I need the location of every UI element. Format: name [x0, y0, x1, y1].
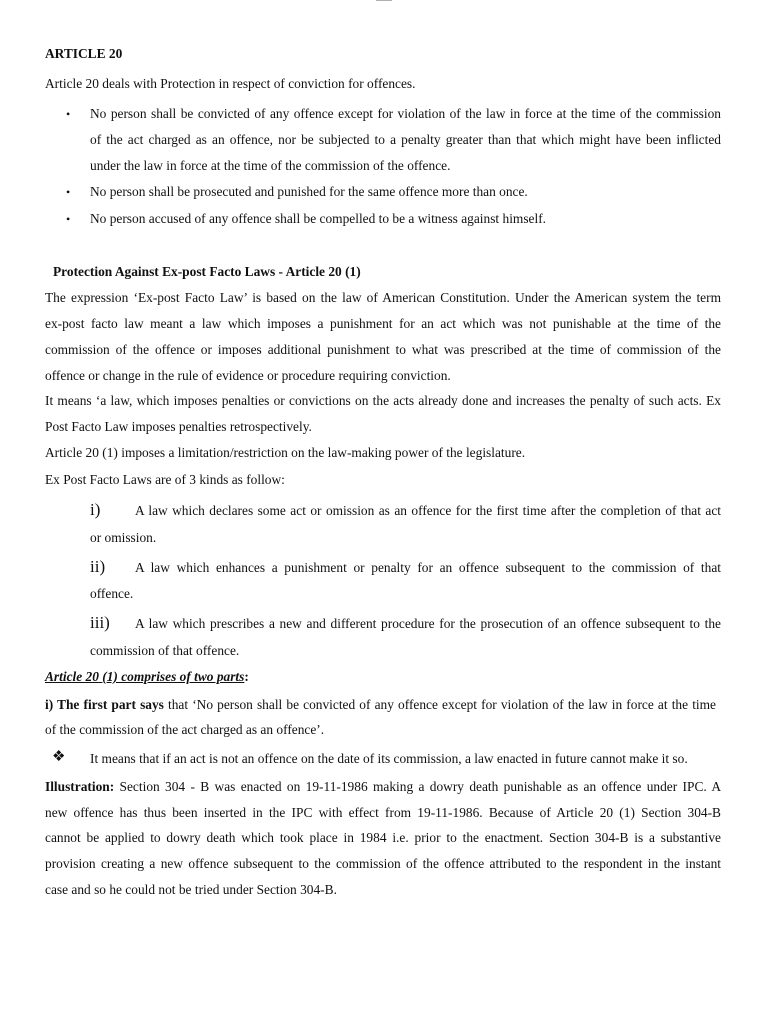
kind-2-line-1: A law which enhances a punishment or penalty for an offence subsequent to the commission of that: [135, 560, 721, 575]
para1-line-3: commission of the offence or imposes additional punishment to what was prescribed at the time of commission of the: [45, 342, 721, 357]
parts-heading-line: [45, 669, 249, 685]
para1-line-2: ex-post facto law meant a law which imposes a punishment for an act which was not punishable at the time of the: [45, 316, 721, 331]
first-part-line-1: [45, 697, 716, 713]
para2-line-2: Post Facto Law imposes penalties retrospectively.: [45, 419, 312, 434]
bullet-2: No person shall be prosecuted and punished for the same offence more than once.: [90, 184, 528, 199]
bullet-marker: •: [66, 107, 71, 121]
kind-numeral: ii): [90, 557, 106, 576]
kind-numeral: i): [90, 500, 101, 519]
para3: Article 20 (1) imposes a limitation/restriction on the law-making power of the legislature.: [45, 445, 526, 460]
illustration-line-1: [45, 779, 721, 795]
illustration-line-5: case and so he could not be tried under Section 304-B.: [45, 882, 337, 897]
diamond-bullet-icon: ❖: [52, 749, 66, 765]
intro-text: Article 20 deals with Protection in respect of conviction for offences.: [45, 76, 416, 91]
kind-1-line-1: A law which declares some act or omission as an offence for the first time after the completion of that act: [135, 503, 721, 518]
first-part-line-2: of the commission of the act charged as an offence’.: [45, 722, 325, 737]
parts-heading: Article 20 (1) comprises of two parts: [45, 669, 245, 684]
kind-3-line-1: A law which prescribes a new and different procedure for the prosecution of an offence subsequent to the: [135, 616, 721, 631]
bullet-marker: •: [66, 212, 71, 226]
section-heading: Protection Against Ex-post Facto Laws - Article 20 (1): [53, 264, 361, 279]
means-text: It means that if an act is not an offence on the date of its commission, a law enacted in future cannot make it so.: [90, 751, 688, 766]
para2-line-1: It means ‘a law, which imposes penalties or convictions on the acts already done and increases the penalty of such acts. Ex: [45, 393, 721, 408]
para4: Ex Post Facto Laws are of 3 kinds as follow:: [45, 472, 285, 487]
parts-heading-colon: :: [244, 669, 249, 684]
first-part-label: i) The first part says: [45, 697, 164, 712]
illustration-label: Illustration:: [45, 779, 115, 794]
kind-3-line-2: commission of that offence.: [90, 643, 240, 658]
kind-2-line-2: offence.: [90, 586, 134, 601]
bullet-1-line-3: under the law in force at the time of the commission of the offence.: [90, 158, 451, 173]
first-part-text: that ‘No person shall be convicted of any offence except for violation of the law in force at the time: [163, 697, 716, 712]
illustration-text: Section 304 - B was enacted on 19-11-1986 making a dowry death punishable as an offence under IPC. A: [114, 779, 721, 794]
illustration-line-2: new offence has thus been inserted in the IPC with effect from 19-11-1986. Because of Article 20 (1) Section 304-B: [45, 805, 721, 820]
bullet-3: No person accused of any offence shall be compelled to be a witness against himself.: [90, 211, 547, 226]
para1-line-4: offence or change in the rule of evidence or procedure requiring conviction.: [45, 368, 451, 383]
illustration-line-4: provision creating a new offence subsequent to the commission of the offence attributed to the respondent in the instant: [45, 856, 721, 871]
illustration-line-3: cannot be applied to dowry death which took place in 1984 i.e. prior to the enactment. Section 304-B is a substantive: [45, 830, 721, 845]
bullet-1-line-2: of the act charged as an offence, nor be subjected to a penalty greater than that which might have been inflicted: [90, 132, 721, 147]
article-heading: ARTICLE 20: [45, 46, 123, 61]
kind-1-line-2: or omission.: [90, 530, 157, 545]
para1-line-1: The expression ‘Ex-post Facto Law’ is based on the law of American Constitution. Under the American system the term: [45, 290, 721, 305]
bullet-marker: •: [66, 185, 71, 199]
kind-numeral: iii): [90, 613, 110, 632]
bullet-1-line-1: No person shall be convicted of any offence except for violation of the law in force at the time of the commission: [90, 106, 721, 121]
